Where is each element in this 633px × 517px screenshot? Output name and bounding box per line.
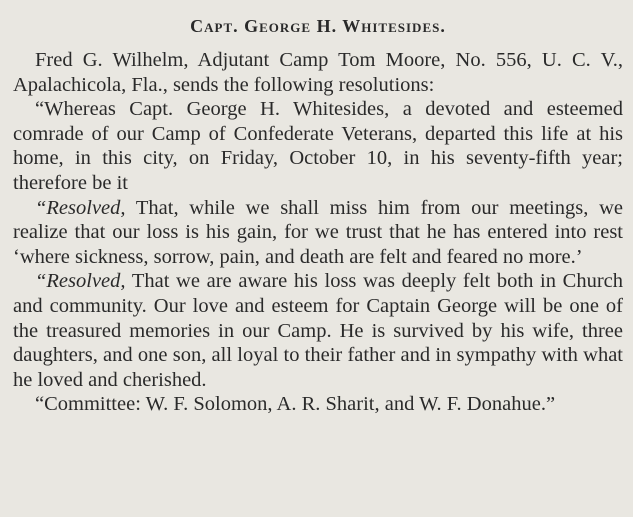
committee-paragraph [13,392,623,417]
resolved-lead: “Resolved, [35,196,126,219]
whereas-paragraph [13,97,623,195]
committee-text: “Committee: W. F. Solomon, A. R. Sharit, and W. F. Donahue.” [35,393,556,416]
resolution-text-2: That we are aware his loss was deeply felt both in Church and community. Our love and esteem for Captain George will be one of the treasured memories in our Camp. He is survived by his wife, three daughters, and one son, all loyal to their father and in sympathy with what he loved and cherished. [13,270,623,391]
intro-text: Fred G. Wilhelm, Adjutant Camp Tom Moore, No. 556, U. C. V., Apalachicola, Fla., sends the following resolutions: [13,49,623,96]
whereas-text: “Whereas Capt. George H. Whitesides, a devoted and esteemed comrade of our Camp of Confederate Veterans, departed this life at his home, in this city, on Friday, October 10, in his seventy-fifth year; therefore be it [13,98,623,194]
resolution-paragraph-1 [13,196,623,270]
article-title: Capt. George H. Whitesides. [190,16,446,36]
resolution-text-1: That, while we shall miss him from our meetings, we realize that our loss is his gain, for we trust that he has entered into rest ‘where sickness, sorrow, pain, and death are felt and feared no more.’ [13,196,623,268]
intro-paragraph [13,48,623,97]
resolution-paragraph-2 [13,269,623,392]
resolved-lead: “Resolved, [35,270,126,293]
